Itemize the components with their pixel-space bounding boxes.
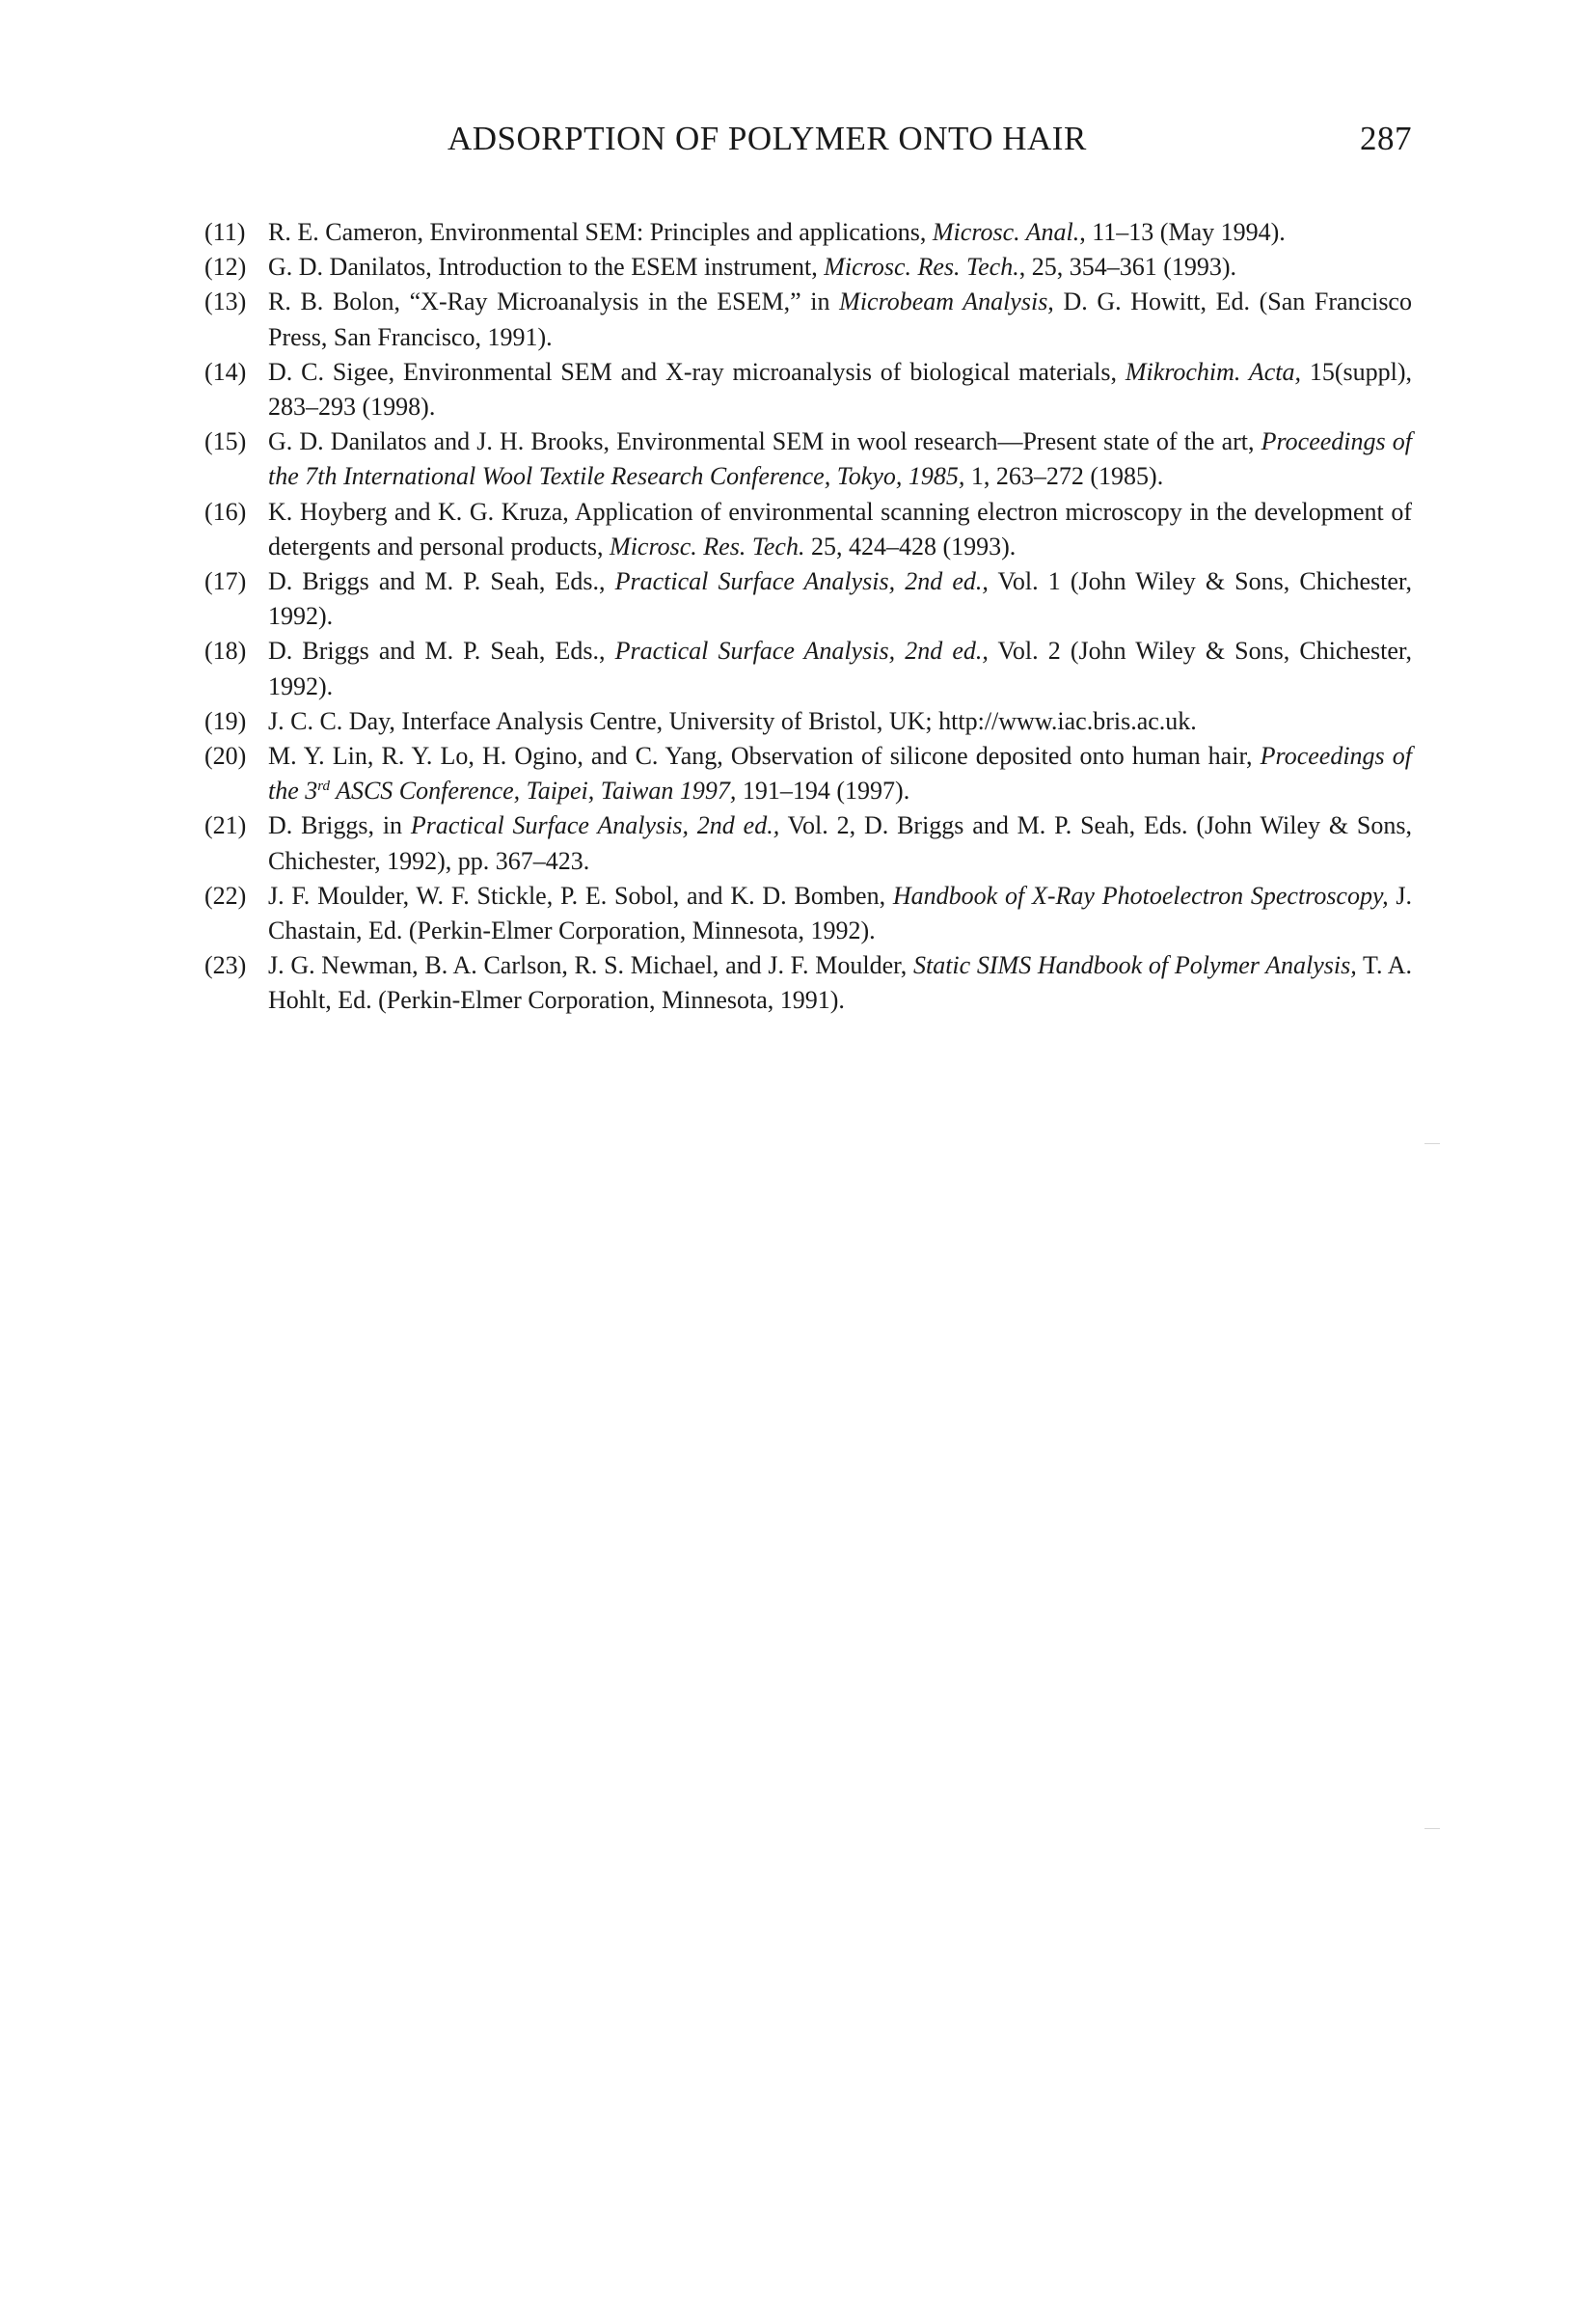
- reference-segment: T. A. Hohlt, Ed. (Perkin-Elmer Corporation, Minnesota, 1991).: [268, 951, 1412, 1015]
- reference-italic-segment: Practical Surface Analysis, 2nd ed.,: [410, 811, 780, 840]
- reference-italic-segment: Microsc. Res. Tech.: [824, 253, 1019, 282]
- reference-segment: D. Briggs and M. P. Seah, Eds.,: [268, 637, 615, 666]
- reference-item: [204, 808, 1412, 878]
- reference-text: [268, 250, 1412, 285]
- running-header: [447, 112, 1412, 170]
- reference-segment: G. D. Danilatos, Introduction to the ESEM instrument,: [268, 253, 825, 282]
- reference-text: [268, 634, 1412, 703]
- reference-italic-segment: Microsc. Res. Tech.: [610, 532, 805, 560]
- reference-segment: M. Y. Lin, R. Y. Lo, H. Ogino, and C. Yang, Observation of silicone deposited onto human hair,: [268, 742, 1261, 771]
- reference-italic-segment: Practical Surface Analysis, 2nd ed.,: [614, 637, 989, 666]
- reference-item: [204, 215, 1412, 250]
- reference-segment: G. D. Danilatos and J. H. Brooks, Environmental SEM in wool research—Present state of the art,: [268, 427, 1261, 456]
- reference-segment: D. Briggs, in: [268, 811, 411, 840]
- reference-segment: 191–194 (1997).: [736, 777, 910, 806]
- reference-segment: J. Chastain, Ed. (Perkin-Elmer Corporation, Minnesota, 1992).: [268, 881, 1413, 945]
- reference-number: (19): [204, 706, 247, 735]
- reference-number: (23): [204, 951, 247, 980]
- reference-text: [268, 215, 1412, 250]
- reference-list: [204, 215, 1412, 1019]
- reference-italic-segment: rd: [317, 779, 331, 795]
- reference-segment: D. Briggs and M. P. Seah, Eds.,: [268, 567, 615, 596]
- reference-text: [268, 704, 1412, 739]
- page-title: ADSORPTION OF POLYMER ONTO HAIR: [447, 120, 1087, 157]
- reference-text: [268, 808, 1412, 878]
- reference-italic-segment: Handbook of X-Ray Photoelectron Spectroscopy,: [892, 881, 1389, 910]
- reference-number: (16): [204, 497, 247, 526]
- reference-segment: J. G. Newman, B. A. Carlson, R. S. Michael, and J. F. Moulder,: [268, 951, 913, 980]
- reference-segment: D. C. Sigee, Environmental SEM and X-ray microanalysis of biological materials,: [268, 357, 1126, 386]
- scan-mark: [1424, 1828, 1440, 1829]
- reference-segment: R. E. Cameron, Environmental SEM: Principles and applications,: [268, 218, 933, 246]
- reference-text: [268, 424, 1412, 494]
- reference-item: [204, 879, 1412, 948]
- reference-segment: Vol. 1 (John Wiley & Sons, Chichester, 1992).: [268, 567, 1412, 631]
- reference-segment: K. Hoyberg and K. G. Kruza, Application of environmental scanning electron microscopy in the development of detergents and personal products,: [268, 497, 1412, 560]
- reference-item: [204, 355, 1412, 424]
- reference-italic-segment: Proceedings of the 7th International Wool Textile Research Conference, Tokyo, 1985,: [268, 427, 1412, 491]
- reference-number: (21): [204, 811, 247, 840]
- reference-number: (15): [204, 427, 247, 456]
- reference-text: [268, 355, 1412, 424]
- reference-text: [268, 285, 1412, 354]
- reference-item: [204, 634, 1412, 703]
- reference-item: [204, 564, 1412, 634]
- reference-segment: , 25, 354–361 (1993).: [1018, 253, 1237, 282]
- reference-number: (20): [204, 742, 247, 771]
- reference-italic-segment: Static SIMS Handbook of Polymer Analysis,: [912, 951, 1357, 980]
- reference-segment: D. G. Howitt, Ed. (San Francisco Press, San Francisco, 1991).: [268, 287, 1412, 351]
- reference-italic-segment: ASCS Conference, Taipei, Taiwan 1997,: [330, 777, 737, 806]
- reference-number: (12): [204, 253, 247, 282]
- reference-number: (11): [204, 218, 246, 246]
- reference-item: [204, 739, 1412, 808]
- reference-item: [204, 285, 1412, 354]
- reference-segment: , 11–13 (May 1994).: [1079, 218, 1286, 246]
- reference-item: [204, 495, 1412, 564]
- reference-segment: 25, 424–428 (1993).: [804, 532, 1017, 560]
- reference-number: (17): [204, 567, 247, 596]
- reference-text: [268, 948, 1412, 1018]
- reference-item: [204, 948, 1412, 1018]
- reference-italic-segment: Mikrochim. Acta,: [1125, 357, 1301, 386]
- reference-segment: Vol. 2, D. Briggs and M. P. Seah, Eds. (John Wiley & Sons, Chichester, 1992), pp. 367–423.: [268, 811, 1413, 875]
- reference-segment: 15(suppl), 283–293 (1998).: [268, 357, 1412, 422]
- reference-number: (14): [204, 357, 247, 386]
- scan-mark: [1424, 1143, 1440, 1144]
- reference-text: [268, 495, 1412, 564]
- reference-number: (13): [204, 287, 247, 316]
- reference-item: [204, 424, 1412, 494]
- reference-number: (22): [204, 881, 247, 910]
- reference-item: [204, 704, 1412, 739]
- reference-text: [268, 564, 1412, 634]
- reference-segment: 1, 263–272 (1985).: [964, 462, 1164, 491]
- reference-italic-segment: Practical Surface Analysis, 2nd ed.,: [614, 567, 989, 596]
- reference-italic-segment: Microsc. Anal.: [932, 218, 1080, 246]
- reference-italic-segment: Microbeam Analysis,: [839, 287, 1054, 316]
- reference-item: [204, 250, 1412, 285]
- page-number: 287: [1360, 120, 1412, 157]
- reference-segment: Vol. 2 (John Wiley & Sons, Chichester, 1992).: [268, 637, 1412, 700]
- reference-segment: J. F. Moulder, W. F. Stickle, P. E. Sobol, and K. D. Bomben,: [268, 881, 893, 910]
- reference-segment: R. B. Bolon, “X-Ray Microanalysis in the ESEM,” in: [268, 287, 840, 316]
- reference-text: [268, 879, 1412, 948]
- reference-italic-segment: Proceedings of the 3: [268, 742, 1412, 806]
- reference-number: (18): [204, 637, 247, 666]
- reference-segment: J. C. C. Day, Interface Analysis Centre, University of Bristol, UK; http://www.iac.bris.ac.uk.: [268, 706, 1197, 735]
- reference-text: [268, 739, 1412, 808]
